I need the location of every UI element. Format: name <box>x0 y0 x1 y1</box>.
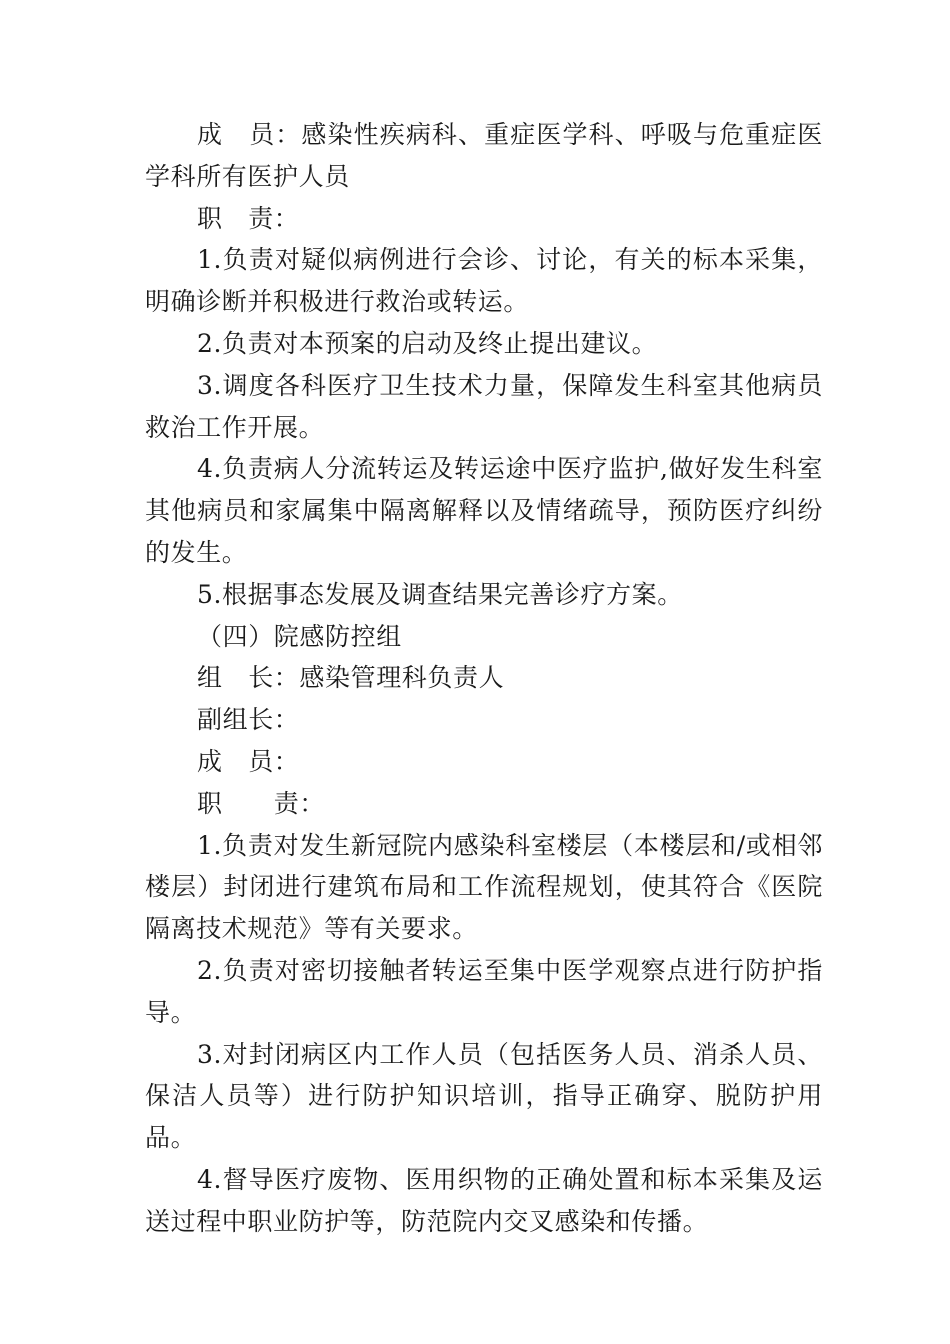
paragraph-members-1: 成 员：感染性疾病科、重症医学科、呼吸与危重症医学科所有医护人员 <box>145 120 823 191</box>
paragraph-duties-heading-2: 职 责： <box>197 788 326 818</box>
document-body <box>145 114 823 1243</box>
paragraph-control-duty-4: 4.督导医疗废物、医用织物的正确处置和标本采集及运送过程中职业防护等，防范院内交叉感染和传播。 <box>145 1164 823 1236</box>
paragraph-control-duty-2: 2.负责对密切接触者转运至集中医学观察点进行防护指导。 <box>145 955 823 1027</box>
paragraph-duty-5: 5.根据事态发展及调查结果完善诊疗方案。 <box>197 579 683 609</box>
paragraph-group-leader: 组 长：感染管理科负责人 <box>197 663 505 693</box>
paragraph-duty-2: 2.负责对本预案的启动及终止提出建议。 <box>197 328 658 358</box>
section-heading-infection-control: （四）院感防控组 <box>197 621 402 651</box>
paragraph-deputy-leader: 副组长： <box>197 705 300 735</box>
paragraph-duty-3: 3.调度各科医疗卫生技术力量，保障发生科室其他病员救治工作开展。 <box>145 370 823 442</box>
paragraph-duty-4: 4.负责病人分流转运及转运途中医疗监护,做好发生科室其他病员和家属集中隔离解释以及情绪疏导，预防医疗纠纷的发生。 <box>145 454 823 567</box>
paragraph-control-duty-3: 3.对封闭病区内工作人员（包括医务人员、消杀人员、保洁人员等）进行防护知识培训，指导正确穿、脱防护用品。 <box>145 1039 823 1153</box>
paragraph-duty-1: 1.负责对疑似病例进行会诊、讨论，有关的标本采集，明确诊断并积极进行救治或转运。 <box>145 245 823 317</box>
paragraph-control-duty-1: 1.负责对发生新冠院内感染科室楼层（本楼层和/或相邻楼层）封闭进行建筑布局和工作流程规划，使其符合《医院隔离技术规范》等有关要求。 <box>145 830 823 944</box>
paragraph-members-2: 成 员： <box>197 746 300 776</box>
paragraph-duties-heading-1: 职 责： <box>197 203 300 233</box>
